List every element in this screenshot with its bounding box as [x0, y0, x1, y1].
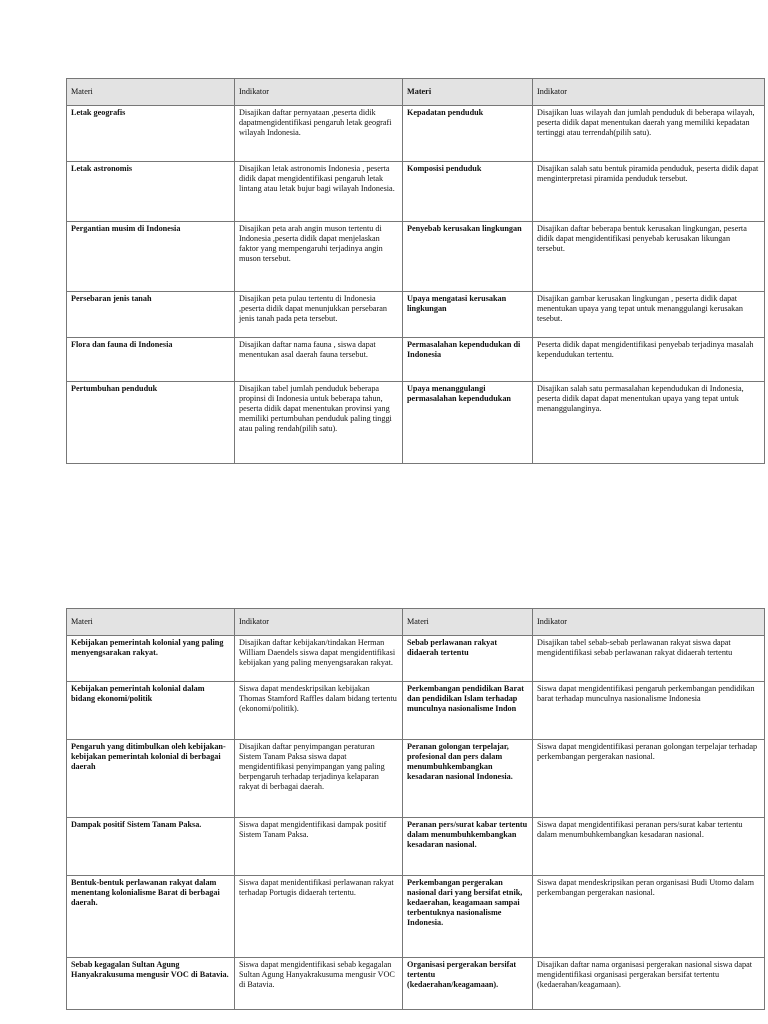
- indikator-cell: Disajikan salah satu bentuk piramida penduduk, peserta didik dapat menginterpretasi piramida penduduk tersebut.: [533, 162, 765, 222]
- indikator-cell: Disajikan daftar nama organisasi pergerakan nasional siswa dapat mengidentifikasi organisasi pergerakan bersifat tertentu (kedaerahan/keagamaan).: [533, 958, 765, 1010]
- table-row: [67, 818, 765, 876]
- indikator-cell: Disajikan daftar beberapa bentuk kerusakan lingkungan, peserta didik dapat mengidentifikasi penyebab kerusakan likungan tersebut.: [533, 222, 765, 292]
- materi-cell: Sebab perlawanan rakyat didaerah tertentu: [403, 636, 533, 682]
- table-header-row: [67, 609, 765, 636]
- indikator-cell: Siswa dapat mengidentifikasi peranan pers/surat kabar tertentu dalam menumbuhkembangkan kesadaran nasional.: [533, 818, 765, 876]
- materi-cell: Kebijakan pemerintah kolonial dalam bidang ekonomi/politik: [67, 682, 235, 740]
- header-materi: Materi: [67, 609, 235, 636]
- indikator-cell: Disajikan luas wilayah dan jumlah penduduk di beberapa wilayah, peserta didik dapat menentukan daerah yang memiliki kepadatan tertinggi atau terrendah(pilih satu).: [533, 106, 765, 162]
- materi-cell: Upaya mengatasi kerusakan lingkungan: [403, 292, 533, 338]
- materi-cell: Kepadatan penduduk: [403, 106, 533, 162]
- table-row: [67, 222, 765, 292]
- materi-cell: Letak astronomis: [67, 162, 235, 222]
- header-indikator: Indikator: [533, 609, 765, 636]
- table-row: [67, 682, 765, 740]
- materi-cell: Pengaruh yang ditimbulkan oleh kebijakan-kebijakan pemerintah kolonial di berbagai daerah: [67, 740, 235, 818]
- materi-cell: Bentuk-bentuk perlawanan rakyat dalam menentang kolonialisme Barat di berbagai daerah.: [67, 876, 235, 958]
- table-geografi: [66, 78, 765, 464]
- table-row: [67, 292, 765, 338]
- header-materi: Materi: [403, 79, 533, 106]
- table-row: [67, 740, 765, 818]
- materi-cell: Perkembangan pergerakan nasional dari yang bersifat etnik, kedaerahan, keagamaan sampai terbentuknya nasionalisme Indonesia.: [403, 876, 533, 958]
- indikator-cell: Siswa dapat mengidentifikasi pengaruh perkembangan pendidikan barat terhadap munculnya nasionalisme Indonesia: [533, 682, 765, 740]
- table-row: [67, 636, 765, 682]
- materi-cell: Sebab kegagalan Sultan Agung Hanyakrakusuma mengusir VOC di Batavia.: [67, 958, 235, 1010]
- indikator-cell: Siswa dapat menidentifikasi perlawanan rakyat terhadap Portugis didaerah tertentu.: [235, 876, 403, 958]
- materi-cell: Pertumbuhan penduduk: [67, 382, 235, 464]
- indikator-cell: Siswa dapat mengidentifikasi sebab kegagalan Sultan Agung Hanyakrakusuma mengusir VOC di Batavia.: [235, 958, 403, 1010]
- indikator-cell: Disajikan peta pulau tertentu di Indonesia ,peserta didik dapat menunjukkan persebaran jenis tanah pada peta tersebut.: [235, 292, 403, 338]
- materi-cell: Persebaran jenis tanah: [67, 292, 235, 338]
- materi-cell: Penyebab kerusakan lingkungan: [403, 222, 533, 292]
- indikator-cell: Disajikan gambar kerusakan lingkungan , peserta didik dapat menentukan upaya yang tepat untuk menanggulangi kerusakan tesebut.: [533, 292, 765, 338]
- materi-cell: Kebijakan pemerintah kolonial yang paling menyengsarakan rakyat.: [67, 636, 235, 682]
- indikator-cell: Disajikan letak astronomis Indonesia , peserta didik dapat mengidentifikasi pengaruh letak lintang atau letak bujur bagi wilayah Indonesia.: [235, 162, 403, 222]
- header-indikator: Indikator: [235, 609, 403, 636]
- materi-cell: Dampak positif Sistem Tanam Paksa.: [67, 818, 235, 876]
- table-row: [67, 958, 765, 1010]
- indikator-cell: Disajikan daftar kebijakan/tindakan Herman William Daendels siswa dapat mengidentifikasi kebijakan yang paling menyengsarakan rakyat.: [235, 636, 403, 682]
- header-indikator: Indikator: [533, 79, 765, 106]
- indikator-cell: Siswa dapat mendeskripsikan peran organisasi Budi Utomo dalam perkembangan pergerakan nasional.: [533, 876, 765, 958]
- materi-cell: Perkembangan pendidikan Barat dan pendidikan Islam terhadap munculnya nasionalisme Indon: [403, 682, 533, 740]
- indikator-cell: Disajikan daftar penyimpangan peraturan Sistem Tanam Paksa siswa dapat mengidentifikasi penyimpangan yang paling berpengaruh terhadap terjadinya kelaparan rakyat di berbagai daerah.: [235, 740, 403, 818]
- indikator-cell: Disajikan daftar pernyataan ,peserta didik dapatmengidentifikasi pengaruh letak geografi wilayah Indonesia.: [235, 106, 403, 162]
- indikator-cell: Disajikan daftar nama fauna , siswa dapat menentukan asal daerah fauna tersebut.: [235, 338, 403, 382]
- table-header-row: [67, 79, 765, 106]
- materi-cell: Pergantian musim di Indonesia: [67, 222, 235, 292]
- indikator-cell: Disajikan tabel sebab-sebab perlawanan rakyat siswa dapat mengidentifikasi sebab perlawanan rakyat didaerah tertentu: [533, 636, 765, 682]
- indikator-cell: Disajikan peta arah angin muson tertentu di Indonesia ,peserta didik dapat menjelaskan faktor yang mempengaruhi terjadinya angin muson tersebut.: [235, 222, 403, 292]
- table-row: [67, 106, 765, 162]
- indikator-cell: Disajikan tabel jumlah penduduk beberapa propinsi di Indonesia untuk beberapa tahun, peserta didik dapat menentukan provinsi yang memiliki pertumbuhan penduduk paling tinggi atau paling rendah(pilih satu).: [235, 382, 403, 464]
- materi-cell: Peranan golongan terpelajar, profesional dan pers dalam menumbuhkembangkan kesadaran nasional Indonesia.: [403, 740, 533, 818]
- header-materi: Materi: [403, 609, 533, 636]
- table-row: [67, 876, 765, 958]
- materi-cell: Komposisi penduduk: [403, 162, 533, 222]
- table-row: [67, 162, 765, 222]
- table-sejarah: [66, 608, 765, 1010]
- indikator-cell: Disajikan salah satu permasalahan kependudukan di Indonesia, peserta didik dapat dapat menentukan upaya yang tepat untuk menanggulanginya.: [533, 382, 765, 464]
- materi-cell: Permasalahan kependudukan di Indonesia: [403, 338, 533, 382]
- indikator-cell: Siswa dapat mengidentifikasi peranan golongan terpelajar terhadap perkembangan pergerakan nasional.: [533, 740, 765, 818]
- header-materi: Materi: [67, 79, 235, 106]
- header-indikator: Indikator: [235, 79, 403, 106]
- materi-cell: Flora dan fauna di Indonesia: [67, 338, 235, 382]
- indikator-cell: Peserta didik dapat mengidentifikasi penyebab terjadinya masalah kependudukan tertentu.: [533, 338, 765, 382]
- materi-cell: Letak geografis: [67, 106, 235, 162]
- table-row: [67, 338, 765, 382]
- materi-cell: Peranan pers/surat kabar tertentu dalam menumbuhkembangkan kesadaran nasional.: [403, 818, 533, 876]
- materi-cell: Organisasi pergerakan bersifat tertentu (kedaerahan/keagamaan).: [403, 958, 533, 1010]
- table-row: [67, 382, 765, 464]
- indikator-cell: Siswa dapat mengidentifikasi dampak positif Sistem Tanam Paksa.: [235, 818, 403, 876]
- materi-cell: Upaya menanggulangi permasalahan kependudukan: [403, 382, 533, 464]
- indikator-cell: Siswa dapat mendeskripsikan kebijakan Thomas Stamford Raffles dalam bidang tertentu (ekonomi/politik).: [235, 682, 403, 740]
